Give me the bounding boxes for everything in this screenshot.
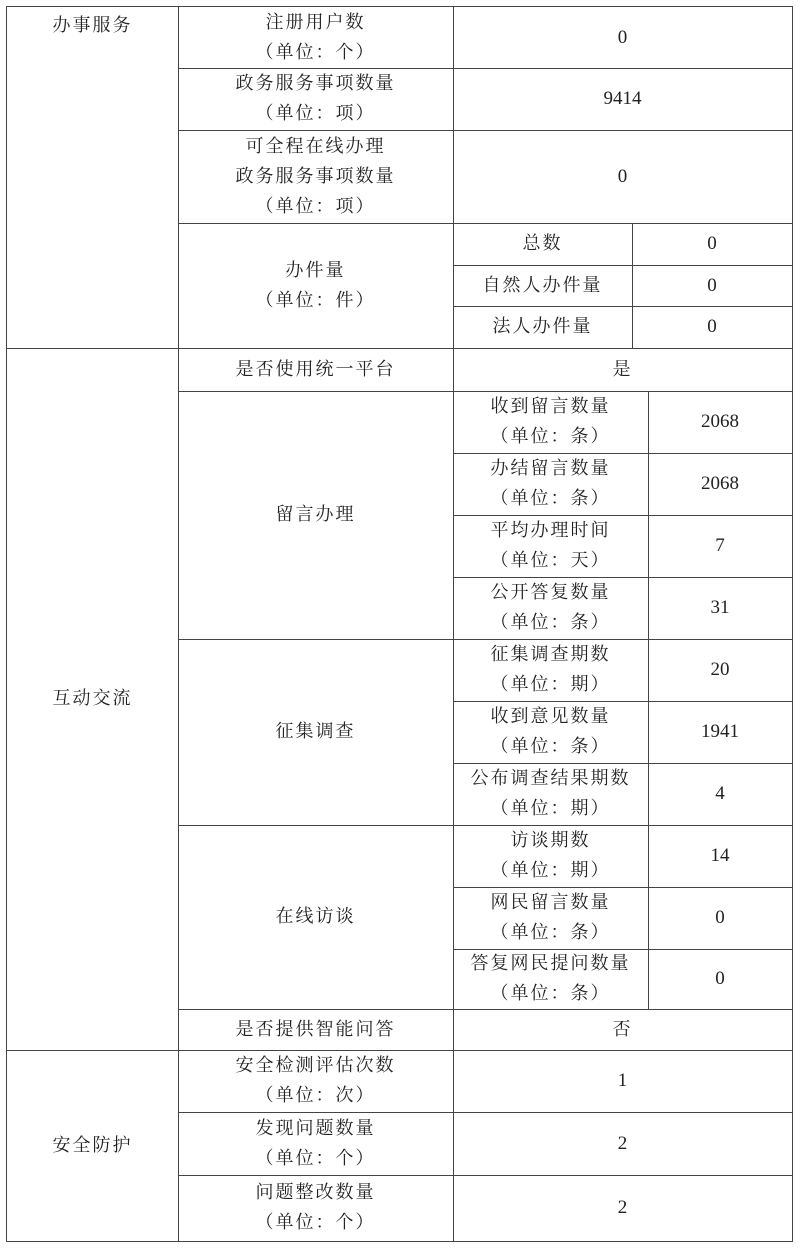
row-label-smart-qa: 是否提供智能问答	[235, 1018, 396, 1040]
category-label: 办事服务	[52, 15, 133, 36]
category-label: 互动交流	[52, 688, 133, 709]
statistics-table	[6, 6, 793, 1242]
value-public-replies: 31	[710, 597, 730, 618]
value-natural-person: 0	[707, 274, 717, 296]
value-messages-received: 2068	[701, 411, 739, 432]
category-security	[7, 1050, 178, 1241]
value-messages-closed: 2068	[701, 473, 739, 494]
sub-label-legal-person: 法人办件量	[492, 316, 593, 337]
sub-label-survey-periods: 征集调查期数 （单位：期）	[490, 644, 611, 695]
sub-label-public-replies: 公开答复数量 （单位：条）	[490, 582, 611, 633]
value-avg-handling-time: 7	[715, 535, 725, 556]
value-issues-found: 2	[617, 1132, 628, 1154]
row-label-issues-found: 发现问题数量 （单位：个）	[255, 1117, 376, 1169]
sub-label-results-published: 公布调查结果期数 （单位：期）	[470, 768, 631, 819]
category-interaction	[7, 348, 178, 1050]
value-security-checks: 1	[617, 1070, 628, 1091]
sub-label-avg-handling-time: 平均办理时间 （单位：天）	[490, 520, 611, 571]
value-opinions-received: 1941	[701, 721, 739, 742]
value-results-published: 4	[715, 783, 725, 804]
value-service-items: 9414	[603, 88, 642, 109]
value-registered-users: 0	[617, 26, 628, 48]
row-label-surveys: 征集调查	[275, 721, 356, 742]
row-label-service-items: 政务服务事项数量 （单位：项）	[235, 73, 396, 124]
row-label-message-handling: 留言办理	[275, 504, 356, 525]
value-online-items: 0	[617, 165, 628, 187]
value-netizen-messages: 0	[715, 907, 725, 928]
value-total: 0	[707, 233, 717, 254]
sub-label-questions-answered: 答复网民提问数量 （单位：条）	[470, 953, 631, 1004]
row-label-issues-fixed: 问题整改数量 （单位：个）	[255, 1182, 376, 1233]
sub-label-messages-closed: 办结留言数量 （单位：条）	[490, 458, 611, 509]
sub-label-netizen-messages: 网民留言数量 （单位：条）	[490, 892, 611, 943]
sub-label-interview-periods: 访谈期数 （单位：期）	[490, 830, 611, 881]
value-survey-periods: 20	[710, 659, 730, 680]
row-label-security-checks: 安全检测评估次数 （单位：次）	[235, 1055, 396, 1106]
row-label-registered-users: 注册用户数 （单位：个）	[255, 11, 376, 63]
row-label-unified-platform: 是否使用统一平台	[235, 358, 396, 380]
value-smart-qa: 否	[612, 1018, 633, 1040]
category-label: 安全防护	[52, 1134, 133, 1156]
value-questions-answered: 0	[715, 968, 725, 989]
value-unified-platform: 是	[612, 358, 633, 380]
category-office-services	[7, 7, 178, 348]
value-issues-fixed: 2	[617, 1197, 628, 1218]
row-label-case-volume: 办件量 （单位：件）	[255, 259, 376, 311]
row-label-online-interviews: 在线访谈	[275, 906, 356, 927]
row-label-online-items: 可全程在线办理 政务服务事项数量 （单位：项）	[235, 135, 396, 217]
sub-label-total: 总数	[522, 233, 563, 254]
sub-label-opinions-received: 收到意见数量 （单位：条）	[490, 706, 611, 757]
sub-label-messages-received: 收到留言数量 （单位：条）	[490, 396, 611, 447]
value-legal-person: 0	[707, 316, 717, 337]
sub-label-natural-person: 自然人办件量	[482, 274, 603, 296]
value-interview-periods: 14	[710, 845, 730, 866]
